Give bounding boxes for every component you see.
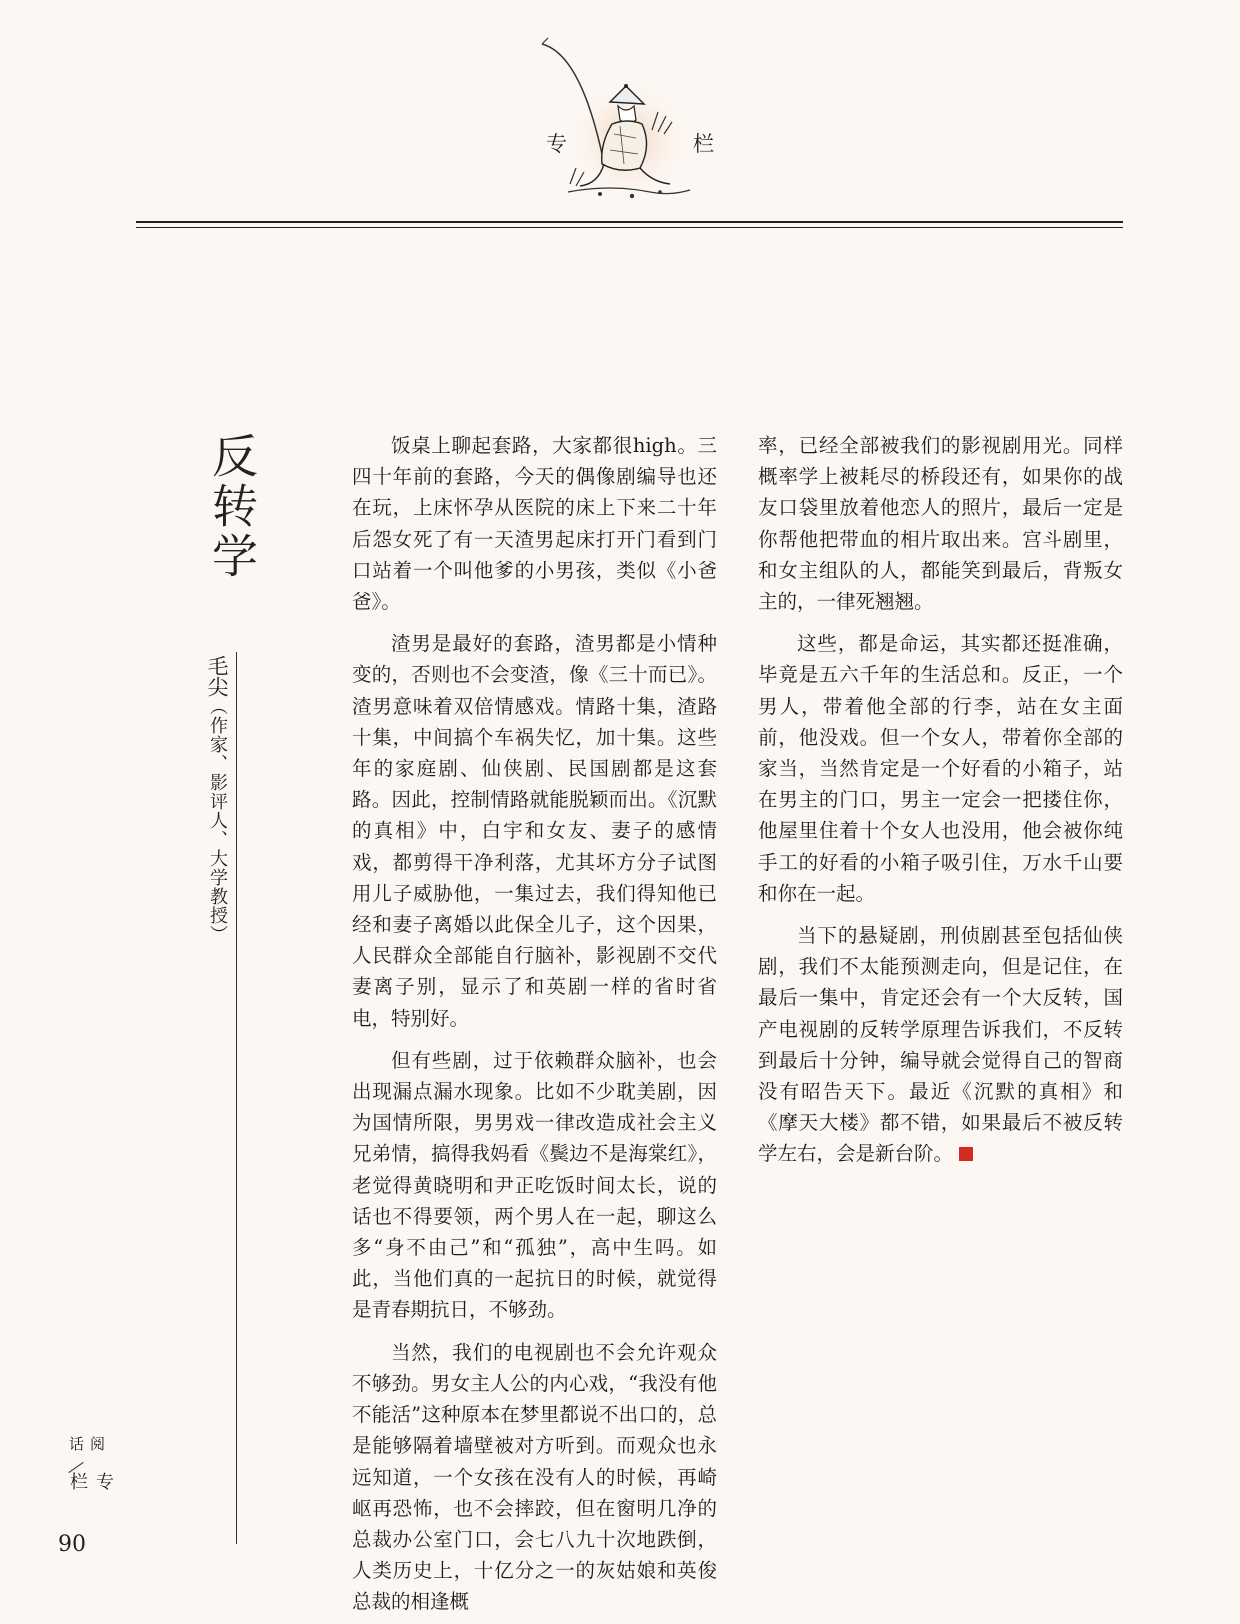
header-rule-bottom: [136, 227, 1123, 228]
column-label-left: 专: [546, 132, 567, 156]
article-column-left: [352, 430, 717, 1618]
article-title: 反转学: [205, 432, 259, 582]
paragraph-last: [758, 920, 1123, 1170]
section-name: 专栏: [67, 1472, 114, 1490]
magazine-name: 阅话: [67, 1436, 106, 1451]
author-byline: [204, 655, 230, 955]
paragraph: 这些，都是命运，其实都还挺准确，毕竟是五六千年的生活总和。反正，一个男人，带着他全部的行李，站在女主面前，他没戏。但一个女人，带着你全部的家当，当然肯定是一个好看的小箱子，站在男主的门口，男主一定会一把搂住你，他屋里住着十个女人也没用，他会被你纯手工的好看的小箱子吸引住，万水千山要和你在一起。: [758, 632, 1123, 905]
paragraph: 饭桌上聊起套路，大家都很high。三四十年前的套路，今天的偶像剧编导也还在玩，上床怀孕从医院的床上下来二十年后怨女死了有一天渣男起床打开门看到门口站着一个叫他爹的小男孩，类似《小爸爸》。: [352, 434, 717, 614]
article-body: [352, 430, 1123, 1614]
article-column-right: [758, 430, 1123, 1170]
fisherman-illustration-icon: [540, 34, 710, 204]
page-number: 90: [58, 1532, 86, 1557]
author-divider: [236, 652, 237, 1544]
paragraph: 当然，我们的电视剧也不会允许观众不够劲。男女主人公的内心戏，“我没有他不能活”这种原本在梦里都说不出口的，总是能够隔着墙壁被对方听到。而观众也永远知道，一个女孩在没有人的时候，再崎岖再恐怖，也不会摔跤，但在窗明几净的总裁办公室门口，会七八九十次地跌倒，人类历史上，十亿分之一的灰姑娘和英俊总裁的相逢概: [352, 1340, 717, 1614]
paragraph: 率，已经全部被我们的影视剧用光。同样概率学上被耗尽的桥段还有，如果你的战友口袋里放着他恋人的照片，最后一定是你帮他把带血的相片取出来。宫斗剧里，和女主组队的人，都能笑到最后，背叛女主的，一律死翘翘。: [758, 434, 1123, 614]
column-label-right: 栏: [693, 132, 714, 156]
paragraph-text: 当下的悬疑剧，刑侦剧甚至包括仙侠剧，我们不太能预测走向，但是记住，在最后一集中，肯定还会有一个大反转，国产电视剧的反转学原理告诉我们，不反转到最后十分钟，编导就会觉得自己的智商没有昭告天下。最近《沉默的真相》和《摩天大楼》都不错，如果最后不被反转学左右，会是新台阶。: [758, 924, 1123, 1166]
author-info: （作家、影评人、大学教授）: [207, 697, 228, 944]
paragraph: 渣男是最好的套路，渣男都是小情种变的，否则也不会变渣，像《三十而已》。渣男意味着双倍情感戏。情路十集，渣路十集，中间搞个车祸失忆，加十集。这些年的家庭剧、仙侠剧、民国剧都是这套路。因此，控制情路就能脱颖而出。《沉默的真相》中，白宇和女友、妻子的感情戏，都剪得干净利落，尤其坏方分子试图用儿子威胁他，一集过去，我们得知他已经和妻子离婚以此保全儿子，这个因果，人民群众全部能自行脑补，影视剧不交代妻离子别，显示了和英剧一样的省时省电，特别好。: [352, 632, 717, 1030]
header-rule-top: [136, 221, 1123, 223]
end-mark-icon: [959, 1147, 973, 1161]
author-name: 毛尖: [205, 655, 229, 697]
paragraph: 但有些剧，过于依赖群众脑补，也会出现漏点漏水现象。比如不少耽美剧，因为国情所限，男男戏一律改造成社会主义兄弟情，搞得我妈看《鬓边不是海棠红》，老觉得黄晓明和尹正吃饭时间太长，说的话也不得要领，两个男人在一起，聊这么多“身不由己”和“孤独”，高中生吗。如此，当他们真的一起抗日的时候，就觉得是青春期抗日，不够劲。: [352, 1048, 717, 1322]
